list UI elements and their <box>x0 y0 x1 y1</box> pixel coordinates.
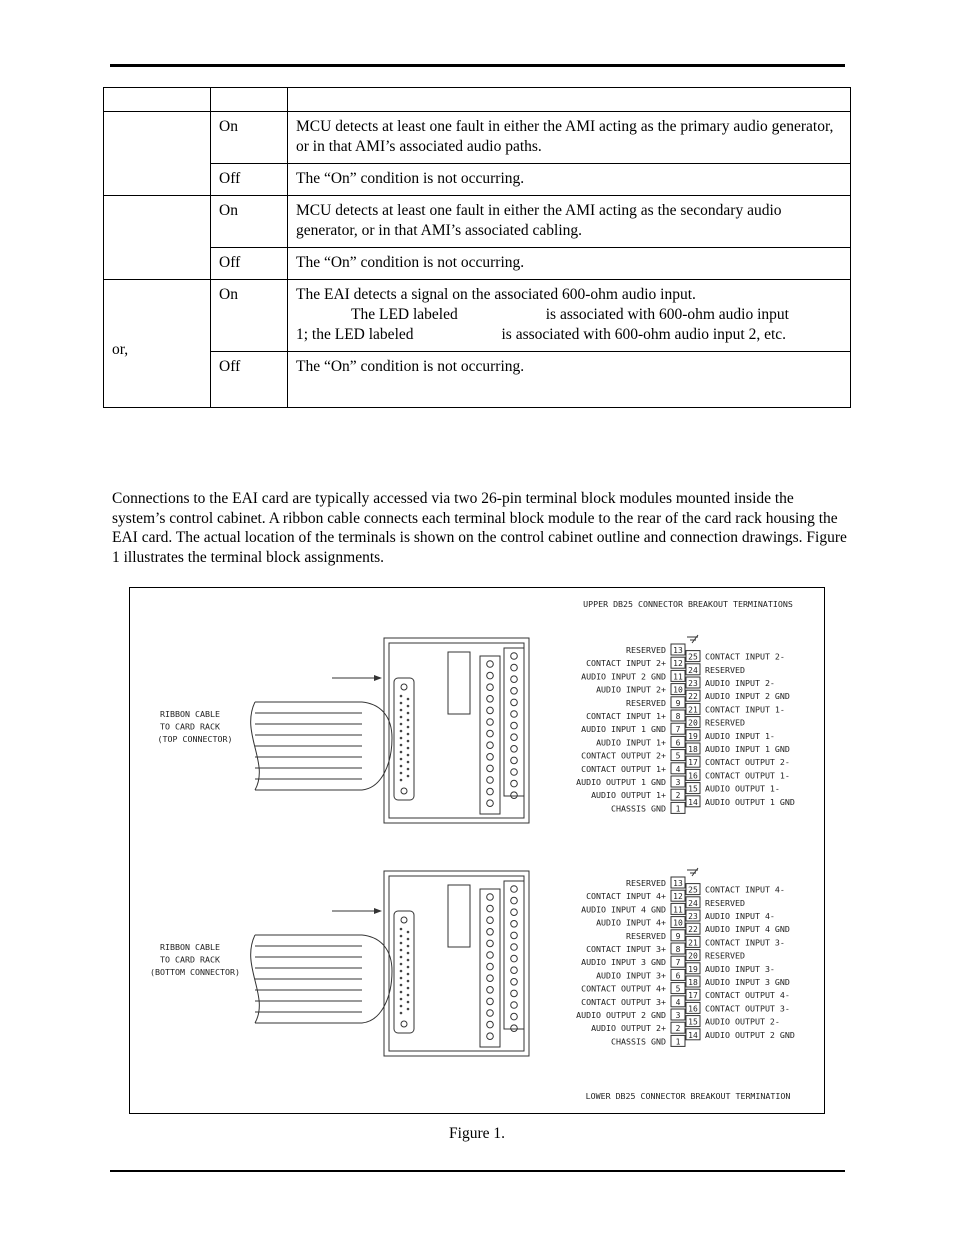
breakout-title: UPPER DB25 CONNECTOR BREAKOUT TERMINATIONS <box>583 599 793 609</box>
led-state-cell: Off <box>211 352 288 408</box>
figure-caption: Figure 1. <box>449 1125 505 1142</box>
connector-pin <box>407 980 410 983</box>
led-state-cell: Off <box>211 164 288 196</box>
pin-label: CONTACT OUTPUT 4- <box>705 990 790 1001</box>
screw-terminal <box>511 734 518 741</box>
connector-pin <box>407 952 410 955</box>
connector-pin <box>400 963 403 966</box>
led-meaning-cell: The “On” condition is not occurring. <box>288 248 851 280</box>
pin-number: 9 <box>675 698 681 708</box>
ribbon-cable-bend <box>362 935 392 1023</box>
screw-terminal <box>511 1013 518 1020</box>
led-status-table <box>103 87 851 408</box>
ribbon-cable-label: RIBBON CABLE <box>160 942 220 952</box>
ribbon-cable-label: RIBBON CABLE <box>160 709 220 719</box>
connector-pin <box>407 719 410 722</box>
screw-terminal <box>487 1033 494 1040</box>
screw-terminal <box>511 990 518 997</box>
pin-number: 16 <box>688 771 698 781</box>
screw-terminal <box>511 932 518 939</box>
pin-number: 11 <box>673 672 683 682</box>
connector-screw <box>401 684 407 690</box>
connector-pin <box>407 705 410 708</box>
pin-label: CONTACT INPUT 1- <box>705 704 785 715</box>
connector-pin <box>400 695 403 698</box>
screw-terminal <box>487 707 494 714</box>
table-row <box>104 280 851 352</box>
pin-number: 7 <box>675 958 681 968</box>
connector-pin <box>400 709 403 712</box>
led-meaning-cell: The EAI detects a signal on the associated 600-ohm audio input. The LED labeled is associated with 600-ohm audio input 1; the LED labeled is associated with 600-ohm audio input 2, etc. <box>288 280 851 352</box>
screw-terminal <box>511 676 518 683</box>
connector-pin <box>400 716 403 719</box>
pin-number: 18 <box>688 978 698 987</box>
pin-label: CONTACT OUTPUT 2- <box>705 757 790 768</box>
connector-pin <box>400 935 403 938</box>
pin-number: 21 <box>688 938 698 948</box>
connector-pin <box>400 928 403 931</box>
screw-terminal <box>487 917 494 924</box>
connector-pin <box>400 751 403 754</box>
connector-pin <box>407 761 410 764</box>
connector-pin <box>407 1008 410 1011</box>
connector-pin <box>407 994 410 997</box>
terminal-block-drawing <box>130 588 824 1113</box>
screw-terminal <box>511 711 518 718</box>
led-window <box>448 652 470 714</box>
pin-number: 15 <box>688 784 698 794</box>
connector-pin <box>407 754 410 757</box>
pin-label: CONTACT INPUT 1+ <box>586 711 666 721</box>
ground-symbol <box>692 868 698 876</box>
pin-number: 9 <box>675 931 681 941</box>
led-meaning-cell: MCU detects at least one fault in either the AMI acting as the secondary audio generator, or in that AMI’s associated cabling. <box>288 196 851 248</box>
led-window <box>448 885 470 947</box>
pin-label: AUDIO INPUT 2 GND <box>705 691 790 702</box>
pin-label: CONTACT INPUT 3+ <box>586 944 666 954</box>
connector-screw <box>401 788 407 794</box>
connector-pin <box>407 945 410 948</box>
screw-terminal <box>487 696 494 703</box>
pin-label: AUDIO INPUT 1- <box>705 730 775 741</box>
connector-pin <box>400 758 403 761</box>
table-row <box>104 112 851 164</box>
pin-number: 12 <box>673 892 683 902</box>
connector-pin <box>407 938 410 941</box>
screw-terminal <box>487 963 494 970</box>
led-meaning-cell: The “On” condition is not occurring. <box>288 352 851 408</box>
pin-number: 23 <box>688 912 698 921</box>
pin-label: AUDIO OUTPUT 2 GND <box>576 1010 666 1020</box>
screw-terminal <box>511 967 518 974</box>
table-header-row <box>104 88 851 112</box>
screw-terminal <box>487 730 494 737</box>
screw-terminal <box>487 661 494 668</box>
pin-label: RESERVED <box>626 930 666 941</box>
pin-label: CHASSIS GND <box>611 803 666 814</box>
screw-terminal <box>487 719 494 726</box>
pin-label: AUDIO INPUT 1 GND <box>705 744 790 754</box>
screw-terminal <box>487 788 494 795</box>
connector-pin <box>407 987 410 990</box>
screw-terminal <box>511 897 518 904</box>
pin-label: AUDIO INPUT 1+ <box>596 737 666 748</box>
connector-pin <box>400 977 403 980</box>
screw-terminal <box>511 664 518 671</box>
screw-terminal <box>487 975 494 982</box>
screw-terminal <box>487 929 494 936</box>
pin-label: AUDIO INPUT 2+ <box>596 684 666 695</box>
screw-terminal <box>487 765 494 772</box>
pin-number: 20 <box>688 951 698 961</box>
screw-terminal <box>511 780 518 787</box>
ribbon-cable-bend <box>362 702 392 790</box>
screw-terminal <box>511 757 518 764</box>
screw-terminal-strip <box>480 889 500 1047</box>
pin-label: AUDIO INPUT 1 GND <box>581 724 666 735</box>
connector-pin <box>407 747 410 750</box>
pin-label: RESERVED <box>705 897 745 908</box>
pin-label: RESERVED <box>626 697 666 708</box>
pin-number: 19 <box>688 964 698 974</box>
connector-pin <box>400 998 403 1001</box>
pin-label: CONTACT OUTPUT 1+ <box>581 763 666 774</box>
pin-number: 22 <box>688 925 698 935</box>
connector-pin <box>407 959 410 962</box>
connector-pin <box>407 768 410 771</box>
pin-number: 8 <box>675 712 681 721</box>
pin-number: 18 <box>688 745 698 754</box>
pin-number: 24 <box>688 898 698 908</box>
pin-number: 19 <box>688 731 698 741</box>
pin-number: 22 <box>688 692 698 702</box>
top-rule <box>110 64 845 67</box>
screw-terminal <box>511 886 518 893</box>
breakout-title: LOWER DB25 CONNECTOR BREAKOUT TERMINATION <box>585 1091 791 1101</box>
screw-terminal <box>487 894 494 901</box>
terminal-block-figure <box>129 587 825 1114</box>
pin-number: 6 <box>675 971 681 981</box>
screw-terminal <box>511 979 518 986</box>
db25-connector <box>394 911 414 1033</box>
pin-label: CONTACT OUTPUT 2+ <box>581 750 666 761</box>
connector-pin <box>400 991 403 994</box>
connector-pin <box>407 775 410 778</box>
screw-terminal <box>487 987 494 994</box>
pin-number: 15 <box>688 1017 698 1027</box>
pin-label: AUDIO INPUT 3- <box>705 963 775 974</box>
screw-terminal <box>511 1025 518 1032</box>
pin-label: CHASSIS GND <box>611 1036 666 1047</box>
screw-terminal <box>487 800 494 807</box>
pin-number: 10 <box>673 685 683 695</box>
connector-pin <box>407 698 410 701</box>
pin-number: 25 <box>688 652 698 662</box>
terminal-module-housing <box>384 871 529 1056</box>
body-paragraph: Connections to the EAI card are typically accessed via two 26-pin terminal block modules mounted inside the system’s control cabinet. A ribbon cable connects each terminal block module to the rear of the card rack housing the EAI card. The actual location of the terminals is shown on the control cabinet outline and connection drawings. Figure 1 illustrates the terminal block assignments. <box>112 490 847 566</box>
connector-pin <box>407 726 410 729</box>
pin-number: 14 <box>688 797 698 807</box>
connector-pin <box>400 949 403 952</box>
pin-label: AUDIO INPUT 2- <box>705 678 775 688</box>
pin-number: 13 <box>673 879 683 888</box>
connector-pin <box>400 744 403 747</box>
screw-terminal <box>511 1002 518 1009</box>
screw-terminal-strip <box>480 656 500 814</box>
pin-label: CONTACT OUTPUT 3+ <box>581 996 666 1007</box>
ribbon-cable-label: TO CARD RACK <box>160 954 220 965</box>
screw-terminal <box>487 905 494 912</box>
pin-label: AUDIO INPUT 4 GND <box>705 924 790 935</box>
pin-label: AUDIO INPUT 2 GND <box>581 671 666 682</box>
pin-label: AUDIO INPUT 3 GND <box>705 977 790 987</box>
led-name-cell <box>104 112 211 196</box>
screw-terminal <box>511 769 518 776</box>
screw-terminal <box>511 955 518 962</box>
pin-label: AUDIO OUTPUT 1 GND <box>576 777 666 787</box>
screw-terminal <box>487 952 494 959</box>
table-row <box>104 164 851 196</box>
connector-pin <box>400 956 403 959</box>
pin-label: AUDIO OUTPUT 1- <box>705 783 780 794</box>
screw-terminal <box>487 742 494 749</box>
ribbon-cable-label: TO CARD RACK <box>160 721 220 732</box>
pin-label: AUDIO INPUT 3+ <box>596 970 666 981</box>
pin-label: RESERVED <box>705 664 745 675</box>
pin-number: 24 <box>688 665 698 675</box>
connector-pin <box>407 740 410 743</box>
pin-number: 2 <box>675 791 681 801</box>
screw-terminal <box>511 688 518 695</box>
pin-label: AUDIO OUTPUT 2- <box>705 1016 780 1027</box>
ribbon-cable-label: (BOTTOM CONNECTOR) <box>150 967 240 977</box>
pin-label: RESERVED <box>705 717 745 728</box>
ribbon-cable-label: (TOP CONNECTOR) <box>157 734 233 744</box>
pin-label: CONTACT OUTPUT 4+ <box>581 983 666 994</box>
pin-number: 14 <box>688 1030 698 1040</box>
pin-number: 8 <box>675 945 681 954</box>
screw-terminal <box>487 1021 494 1028</box>
connector-pin <box>407 973 410 976</box>
pin-number: 11 <box>673 905 683 915</box>
pin-number: 5 <box>675 751 681 761</box>
connector-pin <box>407 966 410 969</box>
pin-number: 7 <box>675 725 681 735</box>
db25-connector <box>394 678 414 800</box>
pin-label: AUDIO OUTPUT 1 GND <box>705 796 795 807</box>
connector-pin <box>400 723 403 726</box>
connector-pin <box>400 779 403 782</box>
pointer-arrowhead <box>374 675 382 681</box>
connector-pin <box>400 1012 403 1015</box>
connector-pin <box>400 970 403 973</box>
screw-terminal <box>511 722 518 729</box>
connector-screw <box>401 917 407 923</box>
led-name-cell <box>104 196 211 280</box>
screw-terminal <box>487 754 494 761</box>
screw-terminal <box>511 909 518 916</box>
connector-pin <box>400 765 403 768</box>
pin-label: CONTACT INPUT 4- <box>705 884 785 895</box>
pin-label: CONTACT INPUT 2+ <box>586 658 666 669</box>
pin-label: CONTACT OUTPUT 1- <box>705 770 790 781</box>
screw-terminal <box>487 672 494 679</box>
connector-pin <box>407 733 410 736</box>
screw-terminal <box>511 653 518 660</box>
screw-terminal <box>511 944 518 951</box>
table-row <box>104 248 851 280</box>
screw-terminal <box>511 699 518 706</box>
pin-label: AUDIO OUTPUT 2+ <box>591 1023 666 1034</box>
pin-number: 4 <box>675 997 681 1007</box>
screw-terminal <box>487 684 494 691</box>
table-row <box>104 352 851 408</box>
screw-terminal <box>511 921 518 928</box>
pin-number: 17 <box>688 758 698 768</box>
pin-label: AUDIO INPUT 3 GND <box>581 957 666 968</box>
pin-label: AUDIO OUTPUT 1+ <box>591 790 666 801</box>
led-meaning-cell: The “On” condition is not occurring. <box>288 164 851 196</box>
pin-number: 3 <box>675 1011 681 1020</box>
pin-label: RESERVED <box>626 645 666 655</box>
screw-terminal <box>511 792 518 799</box>
pin-number: 17 <box>688 991 698 1001</box>
pin-number: 25 <box>688 885 698 895</box>
screw-terminal <box>487 777 494 784</box>
led-state-cell: On <box>211 280 288 352</box>
connector-pin <box>400 942 403 945</box>
pin-label: CONTACT INPUT 3- <box>705 937 785 948</box>
pin-number: 12 <box>673 659 683 669</box>
pin-number: 1 <box>675 1037 681 1047</box>
connector-pin <box>407 712 410 715</box>
connector-pin <box>400 984 403 987</box>
screw-terminal <box>487 998 494 1005</box>
connector-pin <box>400 772 403 775</box>
pin-number: 3 <box>675 778 681 787</box>
connector-pin <box>400 737 403 740</box>
led-state-cell: Off <box>211 248 288 280</box>
led-state-cell: On <box>211 196 288 248</box>
connector-pin <box>400 730 403 733</box>
pin-number: 20 <box>688 718 698 728</box>
pin-number: 1 <box>675 804 681 814</box>
screw-terminal <box>487 1010 494 1017</box>
pin-number: 6 <box>675 738 681 748</box>
pin-number: 4 <box>675 764 681 774</box>
pin-label: CONTACT OUTPUT 3- <box>705 1003 790 1014</box>
led-meaning-cell: MCU detects at least one fault in either the AMI acting as the primary audio generator, or in that AMI’s associated audio paths. <box>288 112 851 164</box>
pin-number: 2 <box>675 1024 681 1034</box>
connector-pin <box>400 1005 403 1008</box>
pin-number: 16 <box>688 1004 698 1014</box>
pin-label: RESERVED <box>626 878 666 888</box>
pin-label: CONTACT INPUT 4+ <box>586 891 666 902</box>
connector-pin <box>407 1001 410 1004</box>
bottom-rule <box>110 1170 845 1172</box>
pin-number: 5 <box>675 984 681 994</box>
pin-number: 21 <box>688 705 698 715</box>
pin-label: RESERVED <box>705 950 745 961</box>
pin-number: 13 <box>673 646 683 655</box>
table-row <box>104 196 851 248</box>
ground-symbol <box>692 635 698 643</box>
led-state-cell: On <box>211 112 288 164</box>
led-name-cell: or, <box>104 280 211 408</box>
pointer-arrowhead <box>374 908 382 914</box>
pin-number: 23 <box>688 679 698 688</box>
connector-pin <box>400 702 403 705</box>
pin-label: AUDIO INPUT 4+ <box>596 917 666 928</box>
connector-screw <box>401 1021 407 1027</box>
pin-label: AUDIO OUTPUT 2 GND <box>705 1029 795 1040</box>
pin-label: CONTACT INPUT 2- <box>705 651 785 662</box>
pin-label: AUDIO INPUT 4 GND <box>581 904 666 915</box>
connector-pin <box>407 931 410 934</box>
pin-label: AUDIO INPUT 4- <box>705 911 775 921</box>
pin-number: 10 <box>673 918 683 928</box>
terminal-module-housing <box>384 638 529 823</box>
screw-terminal <box>511 746 518 753</box>
screw-terminal <box>487 940 494 947</box>
